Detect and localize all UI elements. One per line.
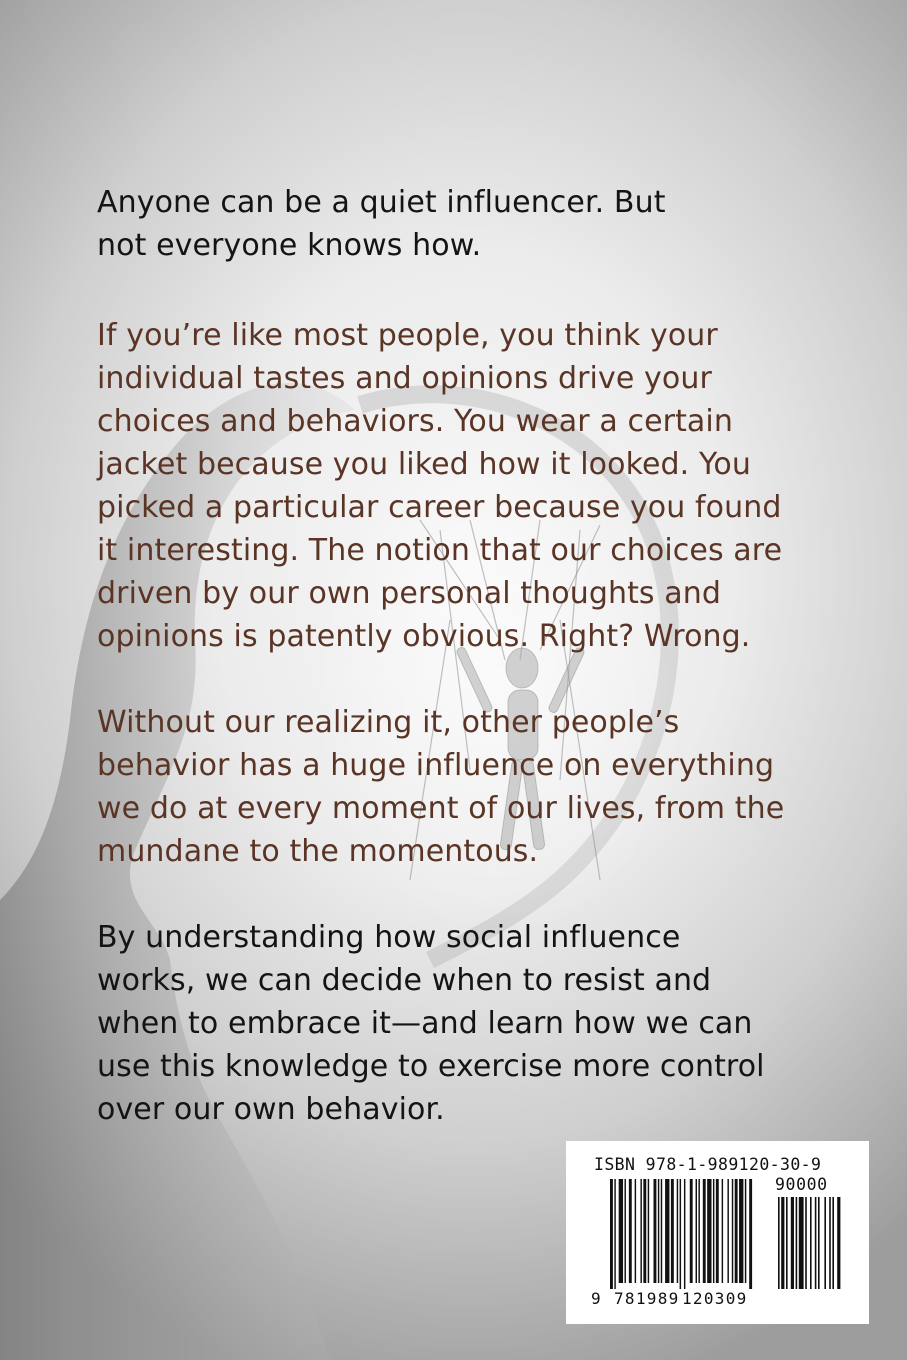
barcode-bar <box>832 1197 834 1289</box>
barcode-bar <box>791 1197 794 1289</box>
barcode-bar <box>640 1179 641 1283</box>
barcode-bar <box>815 1197 817 1289</box>
barcode-bar <box>671 1179 674 1283</box>
barcode-bar <box>703 1179 706 1283</box>
barcode-bar <box>722 1179 723 1283</box>
intro-paragraph <box>97 181 857 267</box>
barcode-bar <box>658 1179 659 1283</box>
barcode-bar <box>805 1197 807 1289</box>
barcode-bar <box>698 1179 699 1283</box>
barcode-bar <box>648 1179 649 1283</box>
barcode-bar <box>629 1179 632 1283</box>
barcode-bar <box>684 1179 685 1289</box>
barcode-bar <box>781 1197 784 1289</box>
barcode-bar <box>696 1179 697 1283</box>
text-line: individual tastes and opinions drive your <box>97 361 712 396</box>
isbn-barcode <box>566 1141 869 1324</box>
barcode-bar <box>707 1179 711 1283</box>
barcode-bar <box>665 1179 669 1283</box>
body-paragraph-3 <box>97 916 857 1131</box>
text-line: behavior has a huge influence on everything <box>97 748 775 783</box>
barcode-bar <box>799 1197 804 1289</box>
barcode-bar <box>619 1179 623 1283</box>
text-line: choices and behaviors. You wear a certain <box>97 404 733 439</box>
text-line: when to embrace it—and learn how we can <box>97 1006 753 1041</box>
barcode-bar <box>786 1197 788 1289</box>
text-line: use this knowledge to exercise more control <box>97 1049 765 1084</box>
isbn-label: ISBN 978-1-989120-30-9 <box>594 1155 822 1174</box>
barcode-bar <box>713 1179 714 1283</box>
barcode-bar <box>810 1197 812 1289</box>
text-line: Without our realizing it, other people’s <box>97 705 680 740</box>
barcode-bar <box>824 1197 826 1289</box>
barcode-bar <box>829 1197 831 1289</box>
barcode-bar <box>625 1179 626 1283</box>
body-paragraph-2 <box>97 701 857 873</box>
barcode-bar <box>818 1197 820 1289</box>
barcode-bar <box>677 1179 678 1283</box>
barcode-right-digits: 120309 <box>682 1289 748 1308</box>
text-line: not everyone knows how. <box>97 228 482 263</box>
text-line: driven by our own personal thoughts and <box>97 576 722 611</box>
barcode-bar <box>635 1179 636 1283</box>
barcode-bar <box>778 1197 780 1289</box>
barcode-bar <box>727 1179 728 1283</box>
barcode-bar <box>614 1179 615 1289</box>
barcode-first-digit: 9 <box>591 1289 601 1308</box>
body-paragraph-1 <box>97 314 857 658</box>
text-line: we do at every moment of our lives, from the <box>97 791 785 826</box>
barcode-bar <box>796 1197 798 1289</box>
text-line: By understanding how social influence <box>97 920 681 955</box>
barcode-bar <box>643 1179 646 1283</box>
barcode-bar <box>716 1179 719 1283</box>
barcode-bar <box>739 1179 743 1283</box>
barcode-bar <box>735 1179 738 1283</box>
addon-digits: 90000 <box>775 1175 828 1194</box>
text-line: If you’re like most people, you think your <box>97 318 718 353</box>
text-line: opinions is patently obvious. Right? Wrong. <box>97 619 751 654</box>
text-line: it interesting. The notion that our choices are <box>97 533 783 568</box>
text-line: mundane to the momentous. <box>97 834 539 869</box>
text-line: Anyone can be a quiet influencer. But <box>97 185 666 220</box>
barcode-bar <box>690 1179 693 1283</box>
text-line: picked a particular career because you found <box>97 490 782 525</box>
text-line: jacket because you liked how it looked. You <box>97 447 751 482</box>
barcode-bar <box>654 1179 657 1283</box>
barcode-bar <box>837 1197 840 1289</box>
barcode-left-digits: 781989 <box>614 1289 680 1308</box>
barcode-bar <box>610 1179 613 1289</box>
barcode-bar <box>661 1179 662 1283</box>
text-line: over our own behavior. <box>97 1092 445 1127</box>
barcode-bar <box>680 1179 681 1289</box>
barcode-bar <box>732 1179 733 1283</box>
barcode-bar <box>745 1179 746 1283</box>
barcode-bar <box>749 1179 752 1289</box>
text-line: works, we can decide when to resist and <box>97 963 712 998</box>
